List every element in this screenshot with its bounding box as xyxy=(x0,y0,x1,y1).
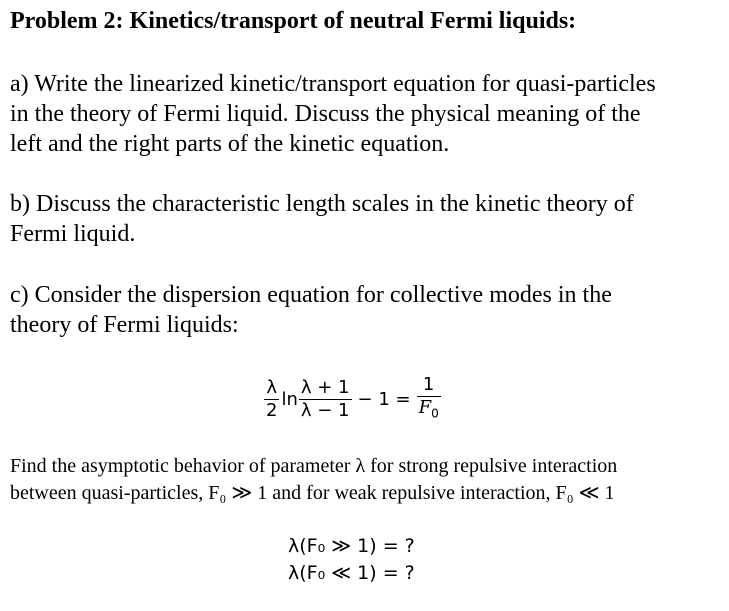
part-a-line: a) Write the linearized kinetic/transport equation for quasi-particles xyxy=(10,71,656,97)
inverse-f0-fraction xyxy=(417,374,441,425)
part-b-text xyxy=(10,189,634,249)
fraction-denominator xyxy=(417,397,441,425)
answer-prompts xyxy=(288,533,415,587)
fraction-denominator: λ − 1 xyxy=(300,399,350,421)
part-a-text xyxy=(10,69,656,159)
fraction-denominator: 2 xyxy=(266,399,278,421)
fraction-numerator: λ + 1 xyxy=(300,376,350,398)
find-line: between quasi-particles, F₀ ≫ 1 and for weak repulsive interaction, F₀ ≪ 1 xyxy=(10,482,615,504)
find-instructions xyxy=(10,453,617,507)
f-symbol: F xyxy=(418,396,432,418)
part-b-line: Fermi liquid. xyxy=(10,221,136,247)
log-argument-fraction xyxy=(299,377,352,422)
part-a-line: in the theory of Fermi liquid. Discuss the physical meaning of the xyxy=(10,101,641,127)
f-subscript: 0 xyxy=(431,406,439,421)
part-a-line: left and the right parts of the kinetic equation. xyxy=(10,131,450,157)
lambda-over-two-fraction xyxy=(264,377,279,422)
dispersion-equation xyxy=(264,369,441,429)
part-c-text xyxy=(10,280,612,340)
fraction-numerator: λ xyxy=(266,376,278,398)
find-line: Find the asymptotic behavior of parameter λ for strong repulsive interaction xyxy=(10,455,618,477)
part-b-line: b) Discuss the characteristic length scales in the kinetic theory of xyxy=(10,191,634,217)
answer-line-weak: λ(F₀ ≪ 1) = ? xyxy=(288,562,415,584)
part-c-line: c) Consider the dispersion equation for collective modes in the xyxy=(10,282,612,308)
part-c-line: theory of Fermi liquids: xyxy=(10,312,239,338)
answer-line-strong: λ(F₀ ≫ 1) = ? xyxy=(288,535,415,557)
fraction-numerator: 1 xyxy=(422,373,435,395)
problem-title: Problem 2: Kinetics/transport of neutral Fermi liquids: xyxy=(10,8,577,34)
log-function: ln xyxy=(281,388,298,410)
minus-one-equals: − 1 = xyxy=(357,388,411,410)
